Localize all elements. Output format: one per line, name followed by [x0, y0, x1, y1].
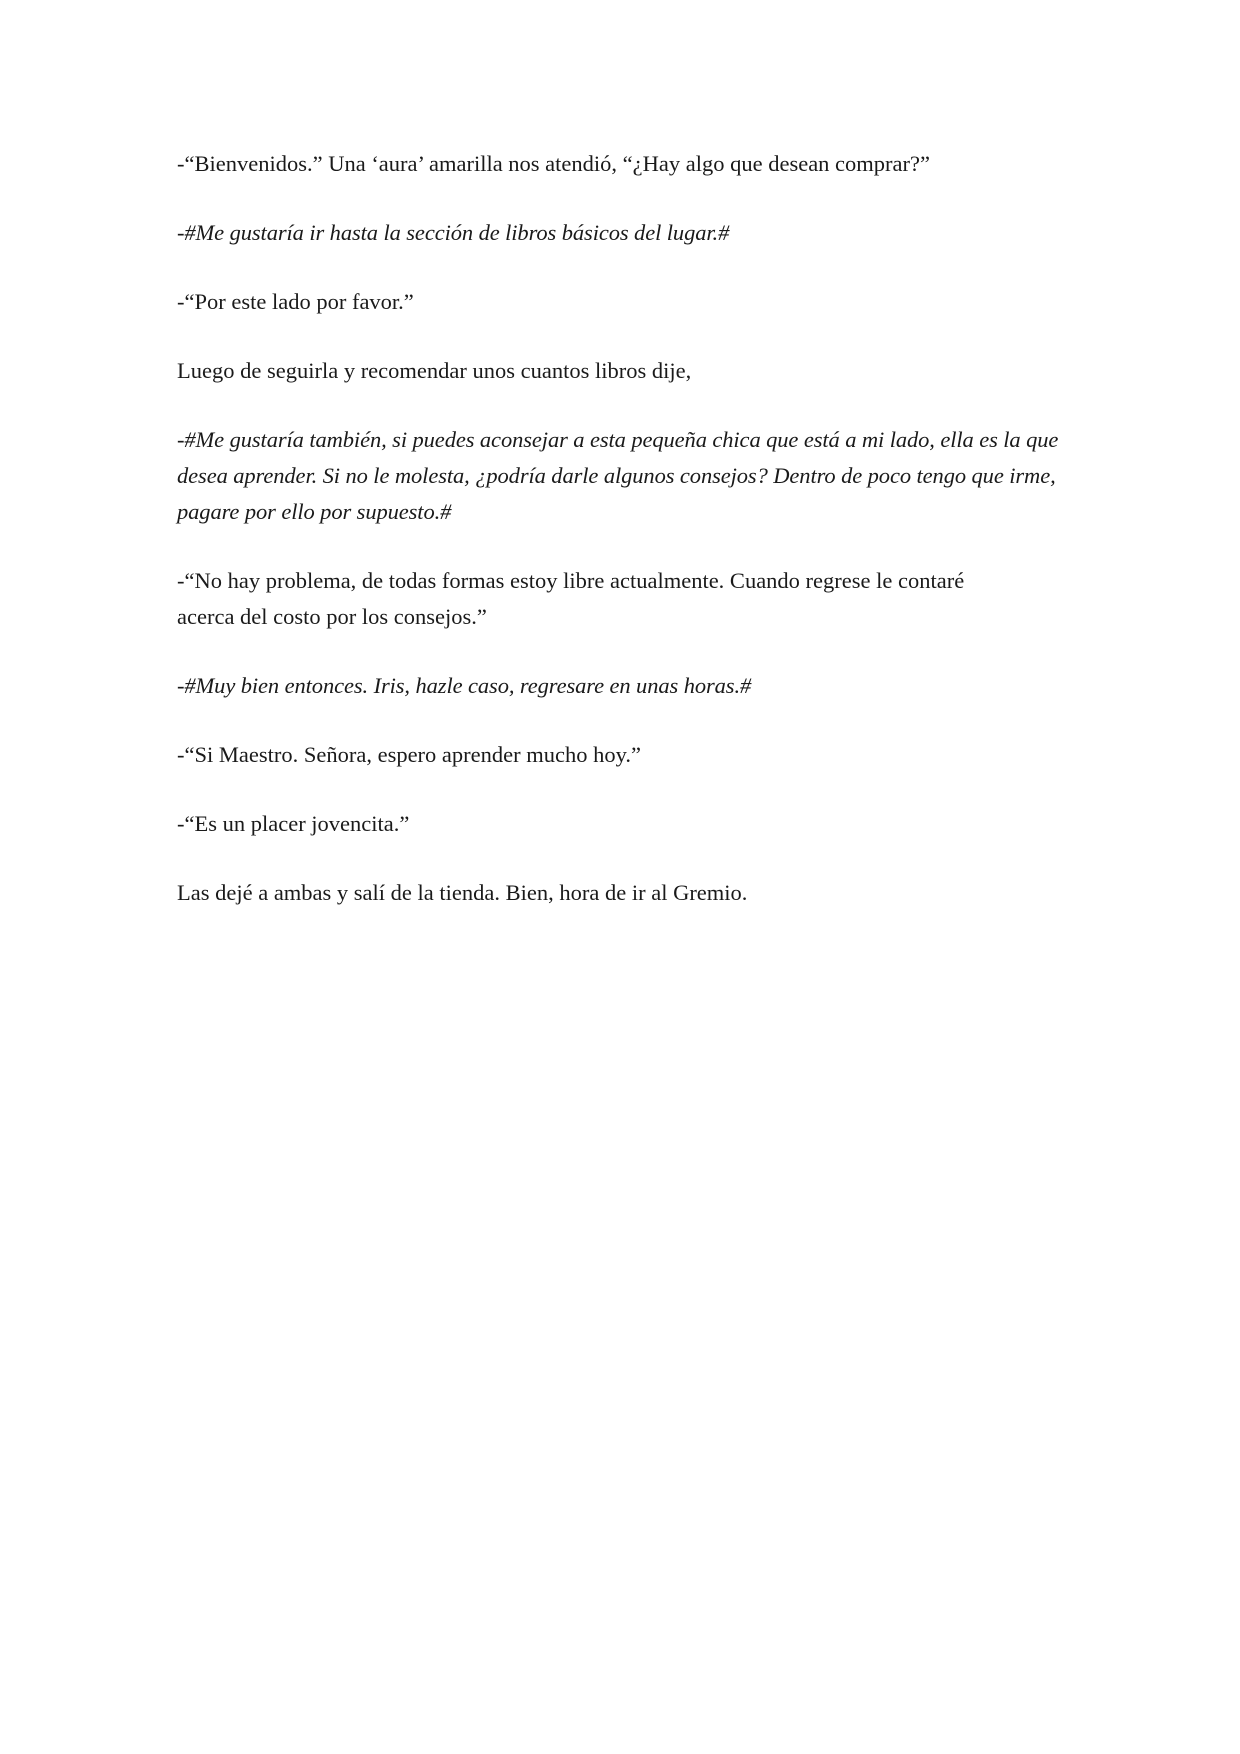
paragraph-3: -“Por este lado por favor.”	[177, 289, 414, 314]
paragraph-1: -“Bienvenidos.” Una ‘aura’ amarilla nos atendió, “¿Hay algo que desean comprar?”	[177, 151, 930, 176]
body-text	[177, 146, 1077, 944]
paragraph-9: -“Es un placer jovencita.”	[177, 811, 410, 836]
paragraph-4: Luego de seguirla y recomendar unos cuantos libros dije,	[177, 358, 692, 383]
paragraph-6: -“No hay problema, de todas formas estoy libre actualmente. Cuando regrese le contaré acerca del costo por los consejos.”	[177, 568, 965, 629]
paragraph-2: -#Me gustaría ir hasta la sección de libros básicos del lugar.#	[177, 220, 730, 245]
paragraph-7: -#Muy bien entonces. Iris, hazle caso, regresare en unas horas.#	[177, 673, 752, 698]
paragraph-5: -#Me gustaría también, si puedes aconsejar a esta pequeña chica que está a mi lado, ella es la que desea aprender. Si no le molesta, ¿podría darle algunos consejos? Dentro de poco tengo que irme, pagare por ello por supuesto.#	[177, 427, 1059, 524]
paragraph-8: -“Si Maestro. Señora, espero aprender mucho hoy.”	[177, 742, 642, 767]
paragraph-10: Las dejé a ambas y salí de la tienda. Bien, hora de ir al Gremio.	[177, 880, 748, 905]
